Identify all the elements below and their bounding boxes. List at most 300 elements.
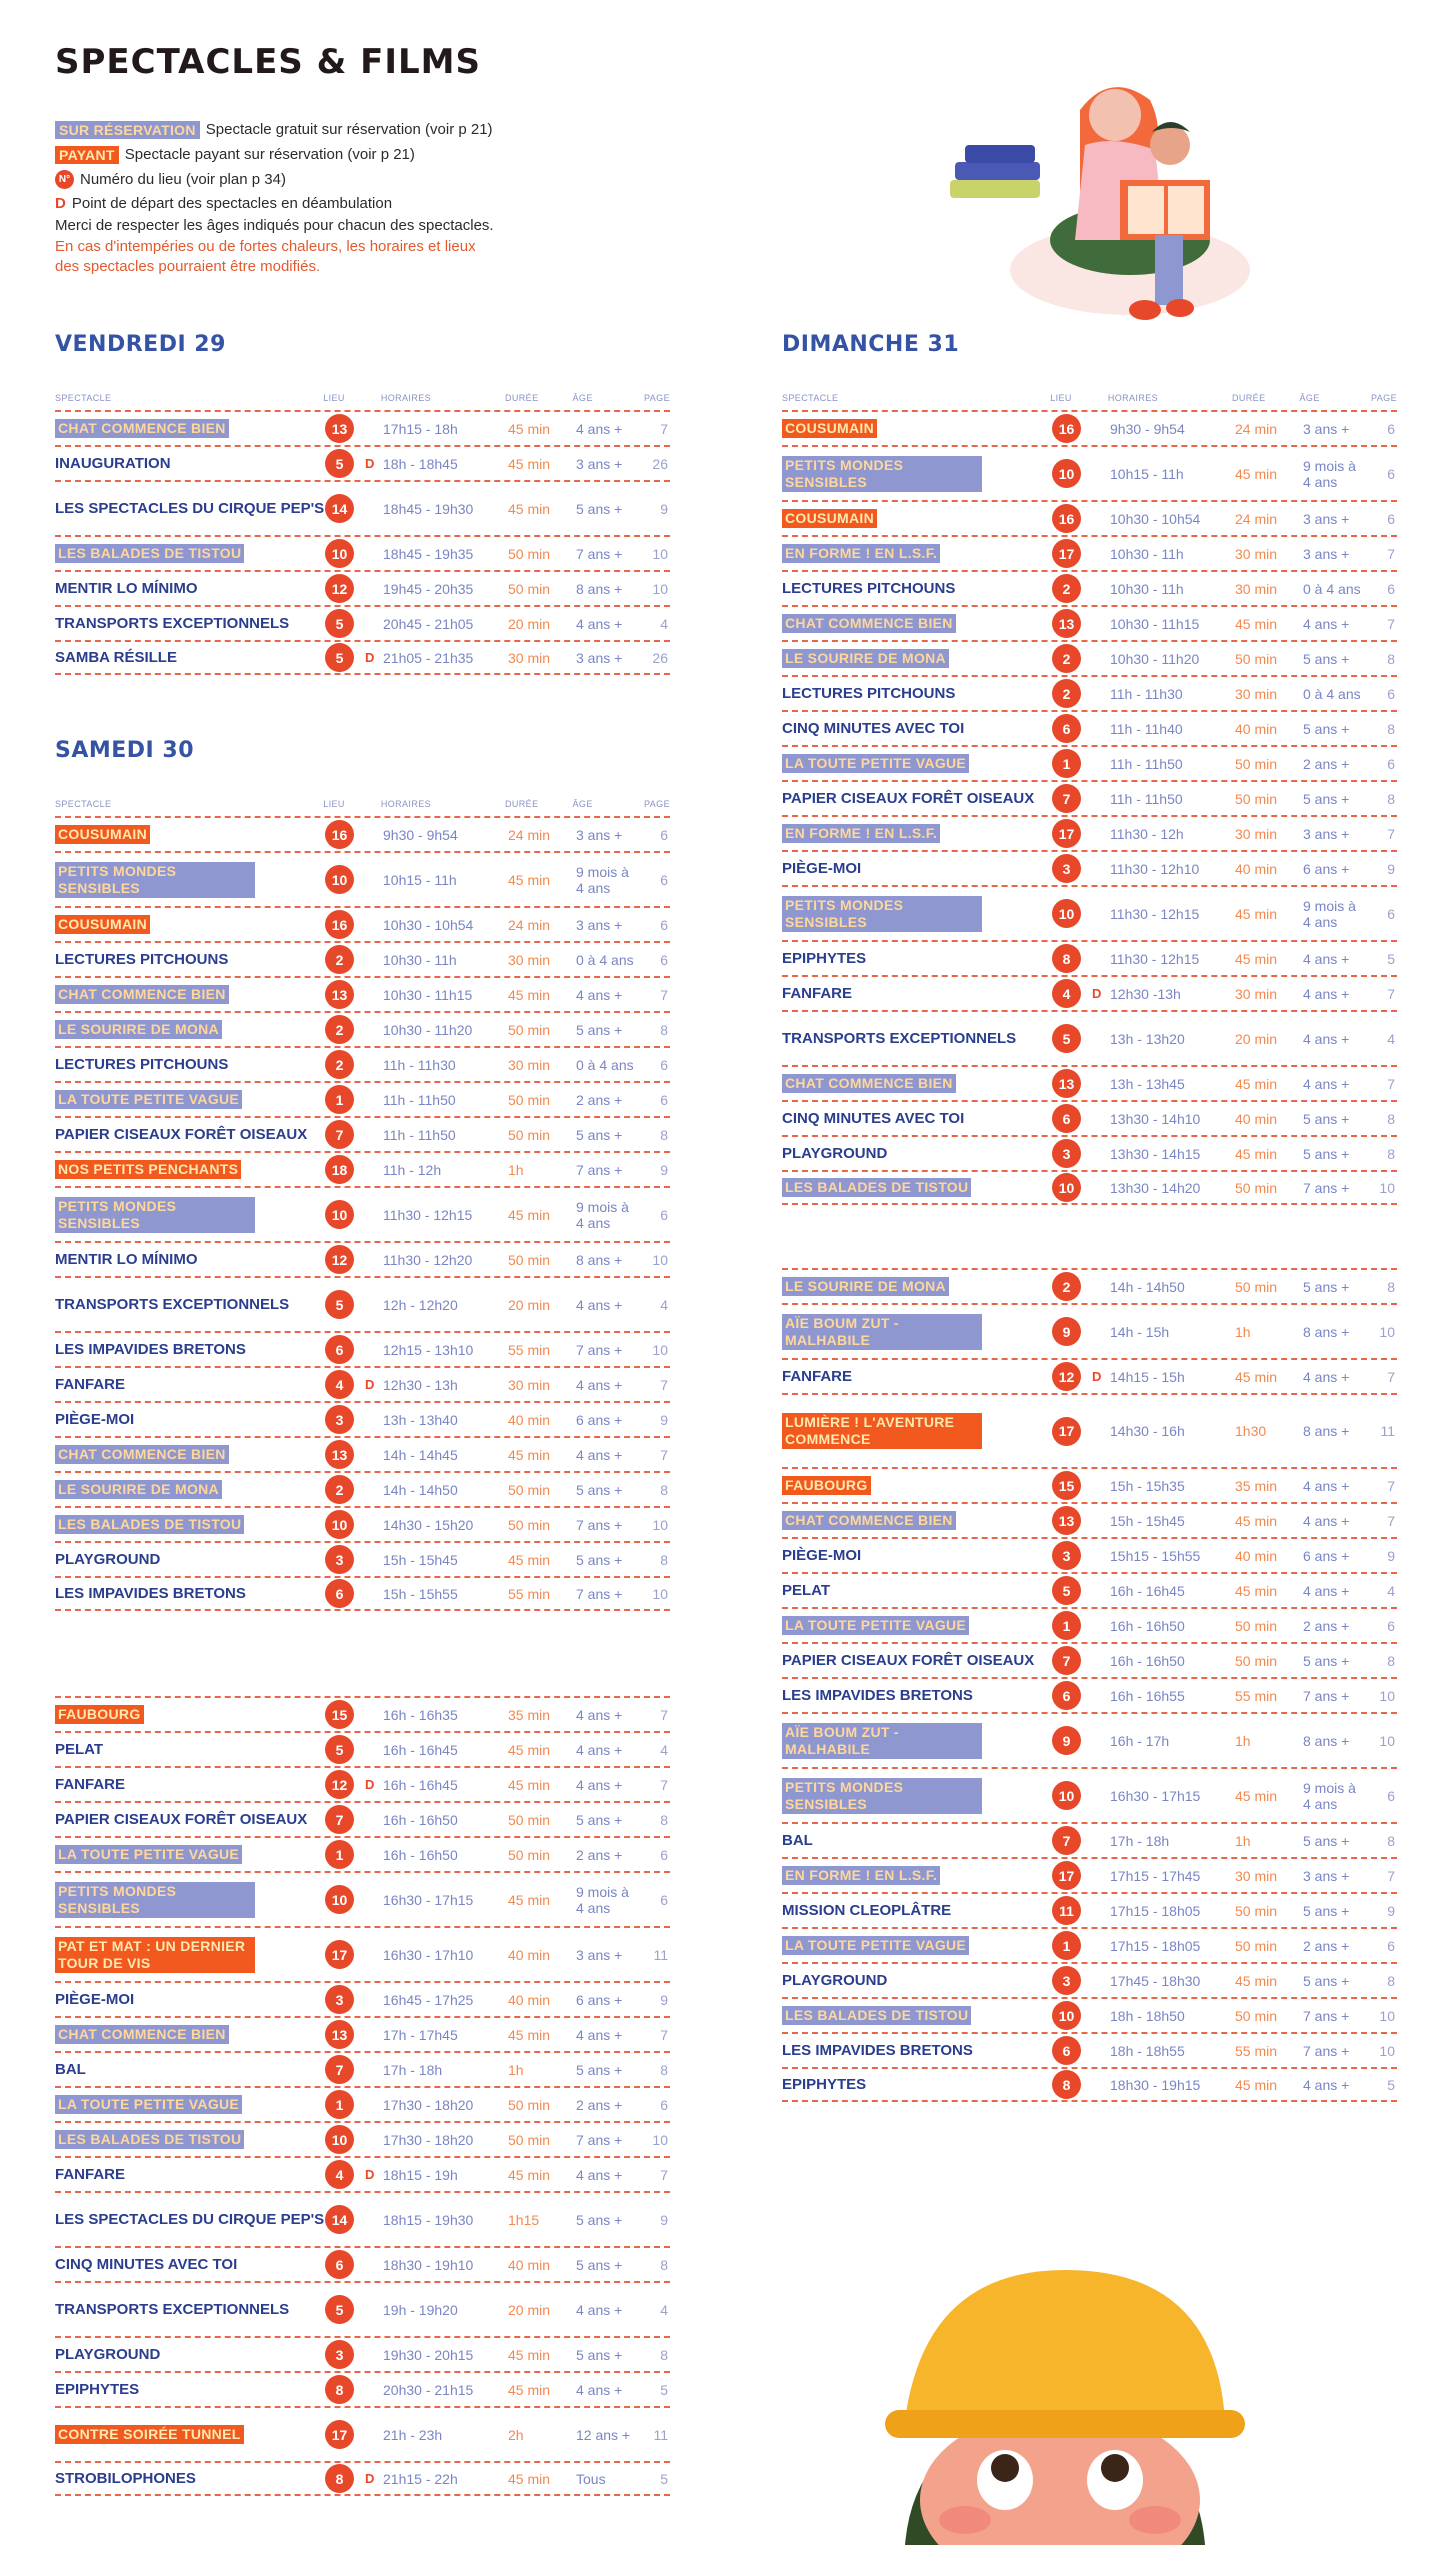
- show-name: CHAT COMMENCE BIEN: [55, 2025, 229, 2044]
- schedule-row: [782, 1712, 1397, 1767]
- time-cell: 16h45 - 17h25: [383, 1991, 474, 2008]
- time-cell: 9h30 - 9h54: [1110, 420, 1185, 437]
- duration-cell: 24 min: [508, 826, 551, 843]
- time-cell: 15h - 15h45: [1110, 1512, 1185, 1529]
- show-cell: [782, 1476, 1052, 1495]
- age-cell: [1303, 1031, 1375, 1047]
- venue-cell: [1052, 1826, 1092, 1855]
- schedule-row: [55, 2246, 670, 2281]
- show-name: FANFARE: [55, 1776, 126, 1793]
- show-cell: [782, 649, 1052, 668]
- show-cell: [55, 1937, 325, 1973]
- schedule-row: [782, 1607, 1397, 1642]
- age-value: 2 ans +: [576, 2096, 623, 2113]
- duration-cell: 20 min: [1235, 1030, 1278, 1047]
- show-cell: [782, 824, 1052, 843]
- show-name: INAUGURATION: [55, 455, 171, 472]
- time-cell: 16h - 16h45: [383, 1776, 458, 1793]
- venue-cell: [1052, 1576, 1092, 1605]
- venue-cell: [325, 2375, 365, 2404]
- legend-paid: [55, 142, 575, 167]
- duration-cell: 50 min: [1235, 2007, 1278, 2024]
- schedule-row: [782, 1065, 1397, 1100]
- age-value: 8 ans +: [1303, 1732, 1350, 1749]
- schedule-row: [55, 1696, 670, 1731]
- duration-cell: 55 min: [1235, 1687, 1278, 1704]
- col-age: ÂGE: [572, 799, 593, 809]
- duration-cell: 50 min: [1235, 1902, 1278, 1919]
- page-cell: 8: [660, 2061, 668, 2078]
- show-name: LES BALADES DE TISTOU: [55, 2130, 244, 2149]
- schedule-row: [55, 1731, 670, 1766]
- venue-cell: [1052, 1024, 1092, 1053]
- show-cell: [55, 1341, 325, 1358]
- venue-badge: 17: [1052, 1861, 1081, 1890]
- age-cell: [1303, 791, 1375, 807]
- show-cell: [55, 544, 325, 563]
- col-page: PAGE: [1371, 393, 1397, 403]
- show-name: LES BALADES DE TISTOU: [782, 1178, 971, 1197]
- legend-warning-2: [55, 256, 575, 276]
- page-cell: 6: [660, 1846, 668, 1863]
- schedule-row: [55, 1276, 670, 1331]
- age-cell: [576, 1447, 648, 1463]
- age-value: 4 ans +: [576, 1741, 623, 1758]
- helmet-child-illustration: [845, 2270, 1275, 2545]
- duration-cell: 35 min: [508, 1706, 551, 1723]
- page-cell: 4: [1387, 1582, 1395, 1599]
- page-cell: 5: [660, 2381, 668, 2398]
- age-cell: [1303, 2008, 1375, 2024]
- age-cell: [1303, 1513, 1375, 1529]
- venue-badge: 4: [1052, 979, 1081, 1008]
- duration-cell: 30 min: [1235, 1867, 1278, 1884]
- venue-badge: 1: [325, 1840, 354, 1869]
- venue-badge: 12: [325, 1245, 354, 1274]
- venue-badge: 5: [1052, 1024, 1081, 1053]
- show-cell: [55, 1480, 325, 1499]
- column-headers: [782, 386, 1397, 410]
- time-cell: 11h30 - 12h: [1110, 825, 1184, 842]
- age-cell: [576, 1022, 648, 1038]
- page-cell: 8: [660, 1126, 668, 1143]
- schedule-row: [55, 1541, 670, 1576]
- duration-cell: 50 min: [1235, 1179, 1278, 1196]
- schedule-row: [782, 940, 1397, 975]
- time-cell: 17h15 - 18h05: [1110, 1937, 1201, 1954]
- show-name: PELAT: [782, 1582, 831, 1599]
- duration-cell: 45 min: [508, 2470, 551, 2487]
- age-value: 5 ans +: [576, 2346, 623, 2363]
- schedule-row: [55, 1186, 670, 1241]
- age-cell: [1303, 1903, 1375, 1919]
- show-cell: [782, 1030, 1052, 1047]
- show-name: LE SOURIRE DE MONA: [782, 1277, 949, 1296]
- page-cell: 6: [1387, 755, 1395, 772]
- venue-cell: [325, 2295, 365, 2324]
- venue-cell: [325, 643, 365, 672]
- col-lieu: LIEU: [323, 393, 345, 403]
- time-cell: 21h - 23h: [383, 2426, 443, 2443]
- time-cell: 20h45 - 21h05: [383, 615, 474, 632]
- venue-badge: 10: [325, 1200, 354, 1229]
- venue-badge: 10: [1052, 2001, 1081, 2030]
- show-name: NOS PETITS PENCHANTS: [55, 1160, 241, 1179]
- duration-cell: 1h: [508, 2061, 524, 2078]
- age-cell: [1303, 1973, 1375, 1989]
- show-name: LUMIÈRE ! L'AVENTURE COMMENCE: [782, 1413, 982, 1449]
- time-cell: 13h - 13h20: [1110, 1030, 1185, 1047]
- legend-warning-1: [55, 236, 575, 256]
- show-name: LES IMPAVIDES BRETONS: [782, 2042, 973, 2059]
- show-cell: [55, 2346, 325, 2363]
- schedule-row: [55, 2371, 670, 2406]
- show-cell: [55, 455, 325, 472]
- age-value: 3 ans +: [1303, 545, 1350, 562]
- show-name: AÏE BOUM ZUT - MALHABILE: [782, 1314, 982, 1350]
- page-cell: 6: [1387, 1937, 1395, 1954]
- age-cell: [576, 864, 648, 896]
- page-cell: 6: [1387, 510, 1395, 527]
- show-name: MISSION CLEOPLÂTRE: [782, 1902, 952, 1919]
- show-name: FANFARE: [782, 1368, 853, 1385]
- age-value: 2 ans +: [1303, 755, 1350, 772]
- age-value: Tous: [576, 2470, 606, 2487]
- duration-cell: 45 min: [508, 500, 551, 517]
- time-cell: 13h30 - 14h10: [1110, 1110, 1201, 1127]
- age-cell: [576, 1252, 648, 1268]
- show-cell: [782, 1652, 1052, 1669]
- schedule-row: [55, 1871, 670, 1926]
- age-value: 9 mois à 4 ans: [1303, 897, 1356, 930]
- schedule-row: [782, 1268, 1397, 1303]
- departure-symbol: D: [55, 194, 66, 212]
- show-name: LA TOUTE PETITE VAGUE: [55, 2095, 242, 2114]
- venue-cell: [325, 1015, 365, 1044]
- time-cell: 16h30 - 17h15: [383, 1891, 474, 1908]
- duration-cell: 40 min: [1235, 720, 1278, 737]
- show-name: LECTURES PITCHOUNS: [782, 685, 956, 702]
- show-name: MENTIR LO MÍNIMO: [55, 580, 198, 597]
- time-cell: 11h - 11h30: [383, 1056, 456, 1073]
- show-cell: [782, 1936, 1052, 1955]
- schedule-row: [55, 2086, 670, 2121]
- venue-badge: 13: [1052, 1069, 1081, 1098]
- venue-badge: 14: [325, 494, 354, 523]
- duration-cell: 40 min: [508, 1411, 551, 1428]
- age-cell: [1303, 756, 1375, 772]
- venue-badge: 7: [325, 2055, 354, 2084]
- show-cell: [782, 860, 1052, 877]
- duration-cell: 45 min: [1235, 1145, 1278, 1162]
- legend: [55, 117, 575, 276]
- age-value: 8 ans +: [576, 1251, 623, 1268]
- duration-cell: 55 min: [1235, 2042, 1278, 2059]
- duration-cell: 45 min: [1235, 1075, 1278, 1092]
- show-cell: [55, 500, 325, 517]
- venue-cell: [1052, 574, 1092, 603]
- time-cell: 13h30 - 14h15: [1110, 1145, 1201, 1162]
- show-name: EPIPHYTES: [782, 950, 867, 967]
- page-cell: 6: [660, 1091, 668, 1108]
- day-sunday-morning: [782, 332, 1397, 1205]
- venue-cell: [325, 945, 365, 974]
- show-cell: [55, 951, 325, 968]
- venue-cell: [325, 1510, 365, 1539]
- schedule-row: [782, 815, 1397, 850]
- age-cell: [576, 1777, 648, 1793]
- schedule-row: [782, 1303, 1397, 1358]
- age-cell: [576, 1412, 648, 1428]
- age-value: 7 ans +: [576, 1161, 623, 1178]
- venue-cell: [1052, 1781, 1092, 1810]
- venue-cell: [325, 1370, 365, 1399]
- venue-badge: 5: [325, 1290, 354, 1319]
- age-value: 4 ans +: [576, 1446, 623, 1463]
- time-cell: 17h - 17h45: [383, 2026, 458, 2043]
- venue-badge: 15: [325, 1700, 354, 1729]
- show-name: LE SOURIRE DE MONA: [55, 1480, 222, 1499]
- venue-cell: [325, 980, 365, 1009]
- legend-reservation: [55, 117, 575, 142]
- duration-cell: 45 min: [508, 1446, 551, 1463]
- schedule-row: [55, 480, 670, 535]
- venue-cell: [325, 820, 365, 849]
- schedule-row: [782, 780, 1397, 815]
- venue-cell: [325, 865, 365, 894]
- time-cell: 11h - 11h30: [1110, 685, 1183, 702]
- time-cell: 18h15 - 19h: [383, 2166, 458, 2183]
- duration-cell: 50 min: [1235, 790, 1278, 807]
- age-cell: [576, 1127, 648, 1143]
- age-value: 4 ans +: [1303, 615, 1350, 632]
- venue-cell: [325, 1700, 365, 1729]
- age-value: 6 ans +: [576, 1991, 623, 2008]
- time-cell: 14h - 14h45: [383, 1446, 458, 1463]
- show-name: LES BALADES DE TISTOU: [782, 2006, 971, 2025]
- venue-cell: [325, 2020, 365, 2049]
- day-sunday-afternoon: [782, 1268, 1397, 2102]
- show-cell: [55, 2061, 325, 2078]
- page-cell: 6: [1387, 905, 1395, 922]
- venue-badge: 10: [1052, 1781, 1081, 1810]
- age-cell: [576, 1707, 648, 1723]
- venue-badge: 10: [1052, 1173, 1081, 1202]
- duration-cell: 45 min: [508, 2346, 551, 2363]
- duration-cell: 24 min: [1235, 510, 1278, 527]
- page-cell: 26: [652, 455, 668, 472]
- time-cell: 16h - 16h45: [383, 1741, 458, 1758]
- show-cell: [782, 1866, 1052, 1885]
- venue-cell: [1052, 1896, 1092, 1925]
- page-cell: 7: [660, 1446, 668, 1463]
- age-value: 7 ans +: [1303, 1687, 1350, 1704]
- schedule-row: [782, 885, 1397, 940]
- page-title: SPECTACLES & FILMS: [55, 42, 481, 82]
- col-age: ÂGE: [572, 393, 593, 403]
- show-name: PETITS MONDES SENSIBLES: [782, 456, 982, 492]
- schedule-row: [782, 1100, 1397, 1135]
- venue-badge: 12: [325, 574, 354, 603]
- venue-badge: 2: [325, 945, 354, 974]
- venue-cell: [1052, 944, 1092, 973]
- col-lieu: LIEU: [1050, 393, 1072, 403]
- age-value: 2 ans +: [576, 1091, 623, 1108]
- venue-cell: [1052, 644, 1092, 673]
- day-friday: [55, 332, 670, 675]
- venue-cell: [1052, 1506, 1092, 1535]
- duration-cell: 45 min: [508, 455, 551, 472]
- venue-badge: 2: [1052, 574, 1081, 603]
- show-cell: [782, 580, 1052, 597]
- show-name: LECTURES PITCHOUNS: [55, 1056, 229, 1073]
- venue-badge: 17: [325, 2420, 354, 2449]
- venue-badge: 1: [1052, 1931, 1081, 1960]
- age-cell: [576, 650, 648, 666]
- duration-cell: 50 min: [508, 2131, 551, 2148]
- duration-cell: 45 min: [508, 1206, 551, 1223]
- age-cell: [576, 1742, 648, 1758]
- age-cell: [576, 987, 648, 1003]
- venue-cell: [1052, 1726, 1092, 1755]
- show-name: PETITS MONDES SENSIBLES: [782, 896, 982, 932]
- page-cell: 5: [1387, 950, 1395, 967]
- reading-illustration: [930, 40, 1270, 340]
- show-cell: [55, 1585, 325, 1602]
- venue-cell: [1052, 1104, 1092, 1133]
- schedule-row: [55, 1331, 670, 1366]
- duration-cell: 40 min: [508, 2256, 551, 2273]
- time-cell: 11h - 11h50: [1110, 755, 1183, 772]
- show-name: TRANSPORTS EXCEPTIONNELS: [782, 1030, 1017, 1047]
- schedule-row: [55, 1081, 670, 1116]
- page-cell: 6: [1387, 1787, 1395, 1804]
- age-cell: [576, 1947, 648, 1963]
- page-cell: 6: [1387, 685, 1395, 702]
- age-value: 9 mois à 4 ans: [576, 1198, 629, 1231]
- venue-badge: 5: [325, 609, 354, 638]
- schedule-row: [782, 1135, 1397, 1170]
- age-cell: [1303, 1653, 1375, 1669]
- duration-cell: 1h: [508, 1161, 524, 1178]
- venue-cell: [325, 2090, 365, 2119]
- time-cell: 17h - 18h: [1110, 1832, 1170, 1849]
- venue-cell: [1052, 714, 1092, 743]
- age-cell: [576, 421, 648, 437]
- age-cell: [576, 1552, 648, 1568]
- time-cell: 15h - 15h45: [383, 1551, 458, 1568]
- venue-cell: [1052, 1272, 1092, 1301]
- age-cell: [1303, 1780, 1375, 1812]
- schedule-row: [55, 640, 670, 675]
- time-cell: 17h30 - 18h20: [383, 2096, 474, 2113]
- time-cell: 14h15 - 15h: [1110, 1368, 1185, 1385]
- schedule-row: [782, 675, 1397, 710]
- show-cell: [782, 2006, 1052, 2025]
- age-value: 7 ans +: [1303, 2007, 1350, 2024]
- time-cell: 16h30 - 17h15: [1110, 1787, 1201, 1804]
- age-cell: [1303, 1618, 1375, 1634]
- schedule-row: [782, 1393, 1397, 1467]
- age-cell: [1303, 1583, 1375, 1599]
- show-cell: [782, 685, 1052, 702]
- show-name: FAUBOURG: [55, 1705, 144, 1724]
- show-cell: [55, 2381, 325, 2398]
- show-cell: [782, 896, 1052, 932]
- schedule-row: [782, 1502, 1397, 1537]
- duration-cell: 50 min: [508, 1481, 551, 1498]
- show-cell: [55, 2130, 325, 2149]
- venue-cell: [1052, 1966, 1092, 1995]
- age-cell: [576, 2212, 648, 2228]
- venue-cell: [325, 414, 365, 443]
- time-cell: 10h30 - 11h: [1110, 545, 1184, 562]
- venue-badge: 18: [325, 1155, 354, 1184]
- age-value: 4 ans +: [576, 2166, 623, 2183]
- show-cell: [55, 419, 325, 438]
- page-cell: 10: [1379, 1732, 1395, 1749]
- age-value: 5 ans +: [576, 2061, 623, 2078]
- page-cell: 10: [652, 545, 668, 562]
- venue-badge: 7: [325, 1120, 354, 1149]
- age-cell: [576, 2097, 648, 2113]
- age-value: 0 à 4 ans: [576, 1056, 634, 1073]
- page-cell: 8: [1387, 1278, 1395, 1295]
- age-cell: [576, 581, 648, 597]
- schedule-row: [782, 1537, 1397, 1572]
- page-cell: 6: [660, 1056, 668, 1073]
- time-cell: 10h30 - 11h20: [1110, 650, 1200, 667]
- age-value: 4 ans +: [576, 2026, 623, 2043]
- duration-cell: 50 min: [508, 1021, 551, 1038]
- age-value: 4 ans +: [576, 986, 623, 1003]
- page-cell: 7: [1387, 985, 1395, 1002]
- age-cell: [576, 1482, 648, 1498]
- time-cell: 12h - 12h20: [383, 1296, 458, 1313]
- schedule-row: [782, 500, 1397, 535]
- schedule-row: [55, 1836, 670, 1871]
- venue-cell: [325, 1475, 365, 1504]
- schedule-row: [55, 2156, 670, 2191]
- time-cell: 20h30 - 21h15: [383, 2381, 474, 2398]
- age-value: 4 ans +: [1303, 1030, 1350, 1047]
- time-cell: 14h30 - 15h20: [383, 1516, 474, 1533]
- schedule-row: [55, 1801, 670, 1836]
- venue-cell: [1052, 1471, 1092, 1500]
- schedule-row: [782, 745, 1397, 780]
- show-name: CINQ MINUTES AVEC TOI: [55, 2256, 238, 2273]
- departure-marker: D: [1092, 986, 1102, 1001]
- show-cell: [55, 1515, 325, 1534]
- show-name: LA TOUTE PETITE VAGUE: [782, 754, 969, 773]
- page-cell: 7: [660, 420, 668, 437]
- age-value: 5 ans +: [576, 2211, 623, 2228]
- age-value: 3 ans +: [1303, 420, 1350, 437]
- venue-badge: 15: [1052, 1471, 1081, 1500]
- age-cell: [576, 917, 648, 933]
- venue-cell: [1052, 1317, 1092, 1346]
- show-cell: [782, 1902, 1052, 1919]
- show-cell: [782, 1074, 1052, 1093]
- show-name: COUSUMAIN: [55, 825, 150, 844]
- schedule-row: [782, 1010, 1397, 1065]
- venue-cell: [1052, 1646, 1092, 1675]
- venue-cell: [1052, 504, 1092, 533]
- time-cell: 9h30 - 9h54: [383, 826, 458, 843]
- time-cell: 12h30 -13h: [1110, 985, 1181, 1002]
- show-name: PLAYGROUND: [782, 1972, 888, 1989]
- venue-badge: 13: [325, 2020, 354, 2049]
